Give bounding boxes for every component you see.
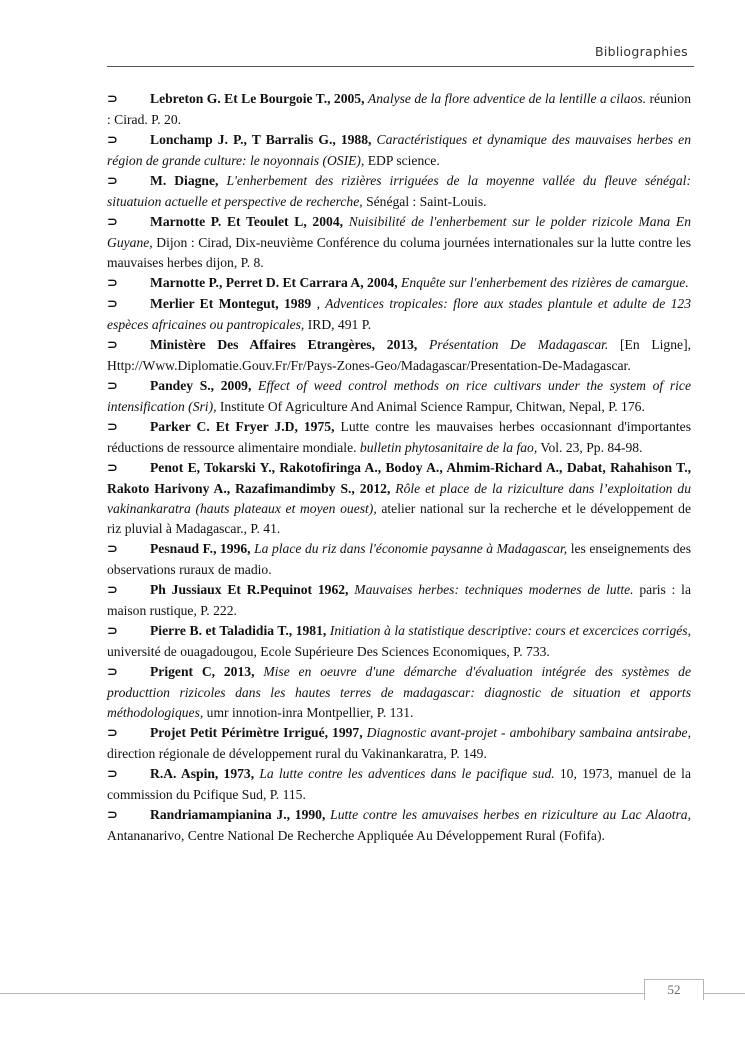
arrow-circle-right-icon: ⊃	[107, 276, 118, 291]
entry-title: La place du riz dans l'économie paysanne à Madagascar,	[254, 541, 568, 556]
entry-details: Sénégal : Saint-Louis.	[362, 194, 487, 209]
arrow-circle-right-icon: ⊃	[107, 726, 118, 741]
arrow-circle-right-icon: ⊃	[107, 808, 118, 823]
entry-authors: Projet Petit Périmètre Irrigué, 1997,	[150, 725, 363, 740]
entry-title: , Adventices tropicales: flore aux stades plantule et adulte de 123 espèces africaines ou pantropicales,	[107, 296, 691, 332]
entry-title: Présentation De Madagascar.	[428, 337, 609, 352]
bibliography-entry	[107, 273, 691, 294]
entry-authors: Penot E, Tokarski Y., Rakotofiringa A., Bodoy A., Ahmim-Richard A., Dabat, Rahahison T., Rakoto Harivony A., Razafimandimby S., 2012,	[107, 460, 691, 496]
entry-title: La lutte contre les adventices dans le pacifique sud.	[259, 766, 555, 781]
bibliography-entry	[107, 294, 691, 335]
entry-authors: Merlier Et Montegut, 1989	[150, 296, 312, 311]
bibliography-entry	[107, 335, 691, 376]
bibliography-entry	[107, 764, 691, 805]
entry-details: 10, 1973, manuel de la commission du Pcifique Sud, P. 115.	[107, 766, 691, 802]
bibliography-entry	[107, 171, 691, 212]
entry-details: IRD, 491 P.	[304, 317, 372, 332]
entry-details: les enseignements des observations ruraux de madio.	[107, 541, 691, 577]
bibliography-entry	[107, 89, 691, 130]
page-header-title: Bibliographies	[594, 44, 688, 59]
entry-details: direction régionale de développement rural du Vakinankaratra, P. 149.	[107, 746, 487, 761]
bibliography-entry	[107, 376, 691, 417]
entry-details-2: Vol. 23, Pp. 84-98.	[537, 440, 643, 455]
bibliography-entry	[107, 539, 691, 580]
entry-title: Mise en oeuvre d'une démarche d'évaluation intégrée des systèmes de producttion rizicoles dans les hautes terres de madagascar: diagnostic de situation et apports méthodologiques,	[107, 664, 691, 720]
arrow-circle-right-icon: ⊃	[107, 542, 118, 557]
entry-authors: M. Diagne,	[150, 173, 219, 188]
entry-title: Mauvaises herbes: techniques modernes de lutte.	[354, 582, 634, 597]
bibliography-entry	[107, 130, 691, 171]
entry-details: réunion : Cirad. P. 20.	[107, 91, 691, 127]
entry-authors: Pesnaud F., 1996,	[150, 541, 251, 556]
arrow-circle-right-icon: ⊃	[107, 583, 118, 598]
entry-authors: Ministère Des Affaires Etrangères, 2013,	[150, 337, 418, 352]
entry-title: Rôle et place de la riziculture dans l’exploitation du vakinankaratra (hauts plateaux et moyen ouest),	[107, 481, 691, 516]
arrow-circle-right-icon: ⊃	[107, 297, 118, 312]
arrow-circle-right-icon: ⊃	[107, 215, 118, 230]
arrow-circle-right-icon: ⊃	[107, 665, 118, 680]
entry-details: Dijon : Cirad, Dix-neuvième Conférence du columa journées internationales sur la lutte contre les mauvaises herbes dijon, P. 8.	[107, 235, 691, 270]
entry-details: paris : la maison rustique, P. 222.	[107, 582, 691, 618]
bibliography-entry	[107, 662, 691, 723]
arrow-circle-right-icon: ⊃	[107, 338, 118, 353]
entry-authors: R.A. Aspin, 1973,	[150, 766, 255, 781]
bibliography-entry	[107, 212, 691, 273]
arrow-circle-right-icon: ⊃	[107, 92, 118, 107]
entry-title: Caractéristiques et dynamique des mauvaises herbes en région de grande culture: le noyonnais (OSIE),	[107, 132, 691, 168]
arrow-circle-right-icon: ⊃	[107, 133, 118, 148]
entry-details: umr innotion-inra Montpellier, P. 131.	[203, 705, 414, 720]
bibliography-entry	[107, 723, 691, 764]
bibliography-entry	[107, 580, 691, 621]
entry-authors: Parker C. Et Fryer J.D, 1975,	[150, 419, 335, 434]
entry-title: Initiation à la statistique descriptive: cours et excercices corrigés,	[329, 623, 691, 638]
entry-details: EDP science.	[364, 153, 440, 168]
bibliography-list	[107, 89, 691, 846]
arrow-circle-right-icon: ⊃	[107, 767, 118, 782]
entry-details: Institute Of Agriculture And Animal Science Rampur, Chitwan, Nepal, P. 176.	[216, 399, 645, 414]
arrow-circle-right-icon: ⊃	[107, 420, 118, 435]
entry-details: Lutte contre les mauvaises herbes occasionnant d'importantes réductions de ressource alimentaire mondiale.	[107, 419, 691, 455]
arrow-circle-right-icon: ⊃	[107, 461, 118, 476]
entry-title: Analyse de la flore adventice de la lentille a cilaos.	[367, 91, 647, 106]
entry-authors: Marnotte P., Perret D. Et Carrara A, 2004,	[150, 275, 398, 290]
entry-journal: bulletin phytosanitaire de la fao,	[359, 440, 538, 455]
entry-title: Nuisibilité de l'enherbement sur le polder rizicole Mana En Guyane,	[107, 214, 691, 250]
entry-details: université de ouagadougou, Ecole Supérieure Des Sciences Economiques, P. 733.	[107, 644, 550, 659]
bibliography-entry	[107, 621, 691, 662]
entry-details: Antananarivo, Centre National De Recherche Appliquée Au Développement Rural (Fofifa).	[107, 828, 605, 843]
page-number: 52	[644, 979, 704, 1000]
entry-title: L'enherbement des rizières irriguées de la moyenne vallée du fleuve sénégal: situatuion actuelle et perspective de recherche,	[107, 173, 691, 209]
entry-title: Enquête sur l'enherbement des rizières de camargue.	[401, 275, 689, 290]
entry-details: [En Ligne], Http://Www.Diplomatie.Gouv.Fr/Fr/Pays-Zones-Geo/Madagascar/Presentation-De-Madagascar.	[107, 337, 691, 373]
entry-authors: Randriamampianina J., 1990,	[150, 807, 326, 822]
entry-authors: Marnotte P. Et Teoulet L, 2004,	[150, 214, 344, 229]
footer-divider	[0, 993, 745, 994]
arrow-circle-right-icon: ⊃	[107, 379, 118, 394]
entry-title: Lutte contre les amuvaises herbes en riziculture au Lac Alaotra,	[330, 807, 692, 822]
bibliography-entry	[107, 458, 691, 539]
arrow-circle-right-icon: ⊃	[107, 174, 118, 189]
bibliography-entry	[107, 417, 691, 458]
entry-authors: Lebreton G. Et Le Bourgoie T., 2005,	[150, 91, 365, 106]
bibliography-entry	[107, 805, 691, 846]
entry-details: atelier national sur la recherche et le développement de riz pluvial à Madagascar., P. 41.	[107, 501, 691, 536]
arrow-circle-right-icon: ⊃	[107, 624, 118, 639]
entry-authors: Pandey S., 2009,	[150, 378, 252, 393]
entry-title: Effect of weed control methods on rice cultivars under the system of rice intensification (Sri),	[107, 378, 691, 414]
entry-authors: Pierre B. et Taladidia T., 1981,	[150, 623, 327, 638]
entry-title: Diagnostic avant-projet - ambohibary sambaina antsirabe,	[366, 725, 691, 740]
header-divider	[107, 66, 694, 67]
entry-authors: Lonchamp J. P., T Barralis G., 1988,	[150, 132, 372, 147]
entry-authors: Ph Jussiaux Et R.Pequinot 1962,	[150, 582, 349, 597]
entry-authors: Prigent C, 2013,	[150, 664, 255, 679]
